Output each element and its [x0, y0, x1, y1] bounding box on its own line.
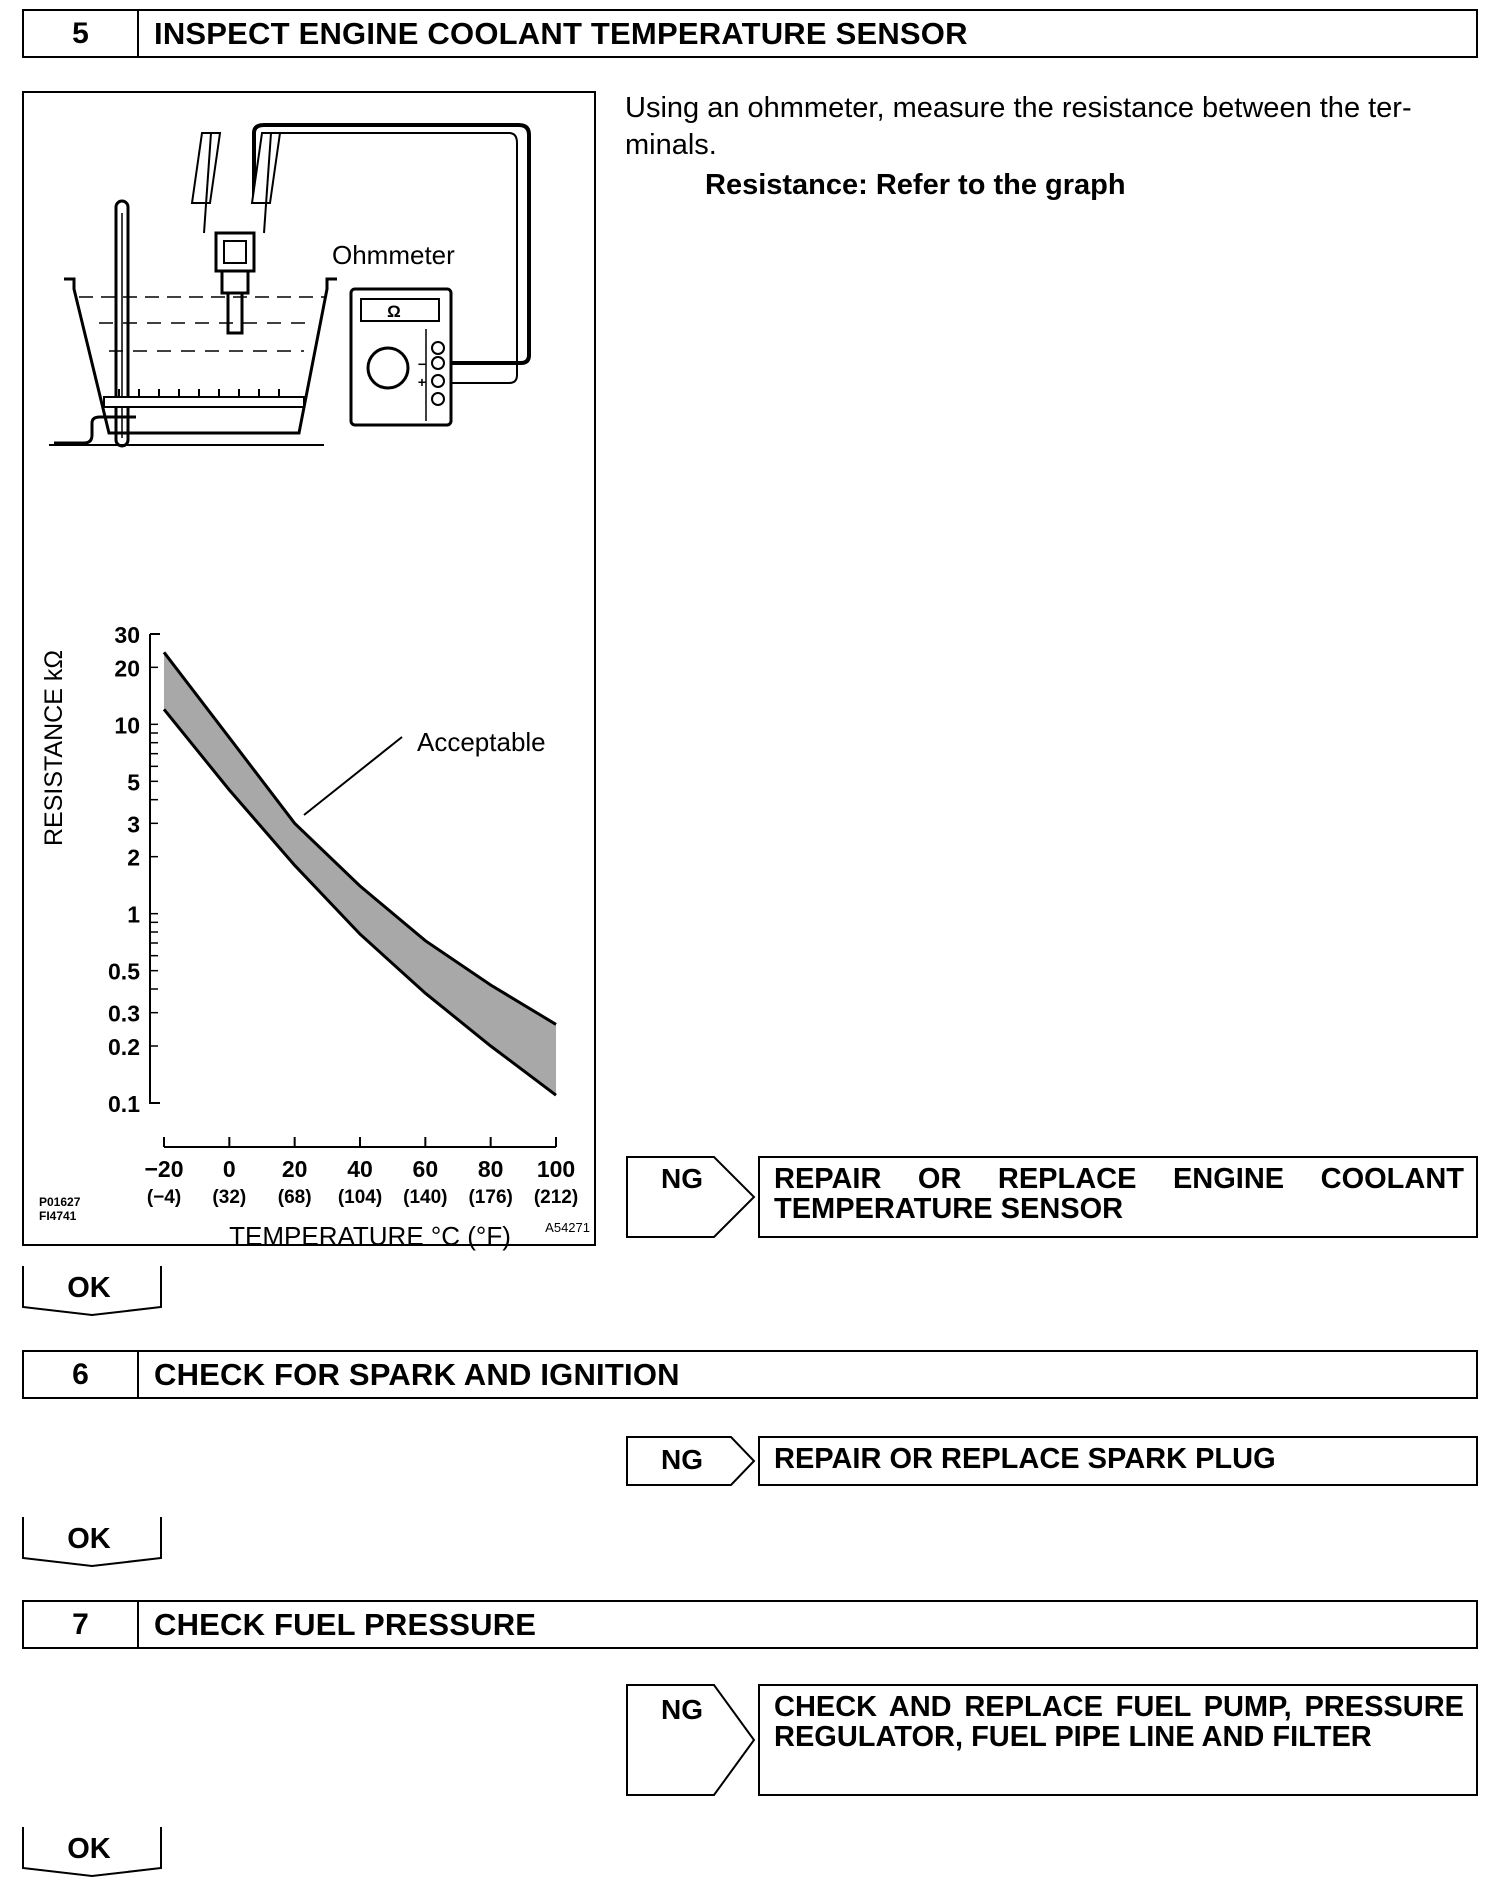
step-5-header — [22, 9, 1478, 58]
x-tick-label: 60 — [412, 1156, 439, 1182]
step-5-spec: Resistance: Refer to the graph — [705, 169, 1126, 201]
step-title: CHECK FUEL PRESSURE — [154, 1607, 537, 1642]
burner — [104, 397, 304, 407]
step-number: 7 — [24, 1602, 139, 1647]
ohmmeter-dial — [368, 348, 408, 388]
ok-label-step-5: OK — [67, 1272, 111, 1304]
ref-code-2: FI4741 — [39, 1209, 77, 1223]
x-tick-label: 80 — [477, 1156, 504, 1182]
y-tick-label: 2 — [127, 844, 140, 871]
step-6-header — [22, 1350, 1478, 1399]
x-tick-label: 20 — [281, 1156, 308, 1182]
y-tick-label: 0.1 — [108, 1091, 140, 1117]
y-tick-label: 0.5 — [108, 958, 140, 985]
y-tick-label: 10 — [114, 712, 140, 739]
x-tick-sublabel: (104) — [337, 1187, 383, 1208]
x-tick-sublabel: (32) — [212, 1187, 247, 1208]
sensor-connector — [216, 233, 254, 271]
y-tick-label: 5 — [127, 769, 140, 796]
sensor-body — [222, 271, 248, 293]
y-axis-label: RESISTANCE kΩ — [40, 649, 68, 847]
x-tick-sublabel: (−4) — [146, 1187, 182, 1208]
ng-label-step-7: NG — [661, 1694, 703, 1725]
step-7-header — [22, 1600, 1478, 1649]
figure-panel — [22, 91, 596, 1251]
x-tick-sublabel: (68) — [277, 1187, 312, 1208]
minus-symbol: − — [417, 356, 427, 372]
acceptable-band — [164, 652, 556, 1095]
x-tick-label: 100 — [536, 1156, 576, 1182]
figure-code: A54271 — [545, 1220, 590, 1235]
ok-label-step-6: OK — [67, 1523, 111, 1555]
omega-symbol: Ω — [387, 302, 401, 321]
y-tick-label: 0.3 — [108, 1000, 140, 1027]
x-tick-sublabel: (212) — [533, 1187, 579, 1208]
y-tick-label: 3 — [127, 811, 140, 838]
step-title: INSPECT ENGINE COOLANT TEMPERATURE SENSOR — [154, 16, 968, 51]
step-5-instruction: Using an ohmmeter, measure the resistance between the ter-minals. — [625, 92, 1412, 161]
step-number: 6 — [24, 1352, 139, 1397]
ohmmeter-label: Ohmmeter — [332, 240, 455, 270]
y-tick-label: 1 — [127, 901, 140, 928]
ng-result-step-7: CHECK AND REPLACE FUEL PUMP, PRESSURE REGULATOR, FUEL PIPE LINE AND FILTER — [758, 1684, 1478, 1796]
x-tick-label: 40 — [347, 1156, 373, 1182]
ref-code-1: P01627 — [39, 1195, 81, 1209]
ohmmeter-illustration — [24, 93, 594, 493]
x-axis-label: TEMPERATURE °C (°F) — [229, 1221, 511, 1251]
y-tick-label: 0.2 — [108, 1034, 140, 1061]
resistance-temperature-chart — [24, 493, 594, 1253]
ng-result-step-5: REPAIR OR REPLACE ENGINE COOLANT TEMPERATURE SENSOR — [758, 1156, 1478, 1238]
x-tick-label: 0 — [222, 1156, 236, 1182]
x-tick-sublabel: (176) — [468, 1187, 513, 1208]
ok-label-step-7: OK — [67, 1833, 111, 1865]
y-tick-label: 20 — [114, 655, 140, 682]
step-title: CHECK FOR SPARK AND IGNITION — [154, 1357, 680, 1392]
plus-symbol: + — [417, 374, 427, 390]
acceptable-leader-line — [304, 737, 402, 815]
y-axis-line — [150, 634, 160, 1103]
ng-label-step-6: NG — [661, 1444, 703, 1475]
water-container — [64, 279, 337, 433]
sensor-tip — [228, 293, 242, 333]
ng-result-step-6: REPAIR OR REPLACE SPARK PLUG — [758, 1436, 1478, 1486]
band-upper-limit-line — [164, 652, 556, 1024]
x-tick-label: −20 — [144, 1156, 184, 1182]
ng-label-step-5: NG — [661, 1163, 703, 1194]
y-tick-label: 30 — [114, 622, 140, 648]
step-number: 5 — [24, 11, 139, 56]
acceptable-annotation: Acceptable — [417, 727, 546, 757]
x-tick-sublabel: (140) — [403, 1187, 448, 1208]
